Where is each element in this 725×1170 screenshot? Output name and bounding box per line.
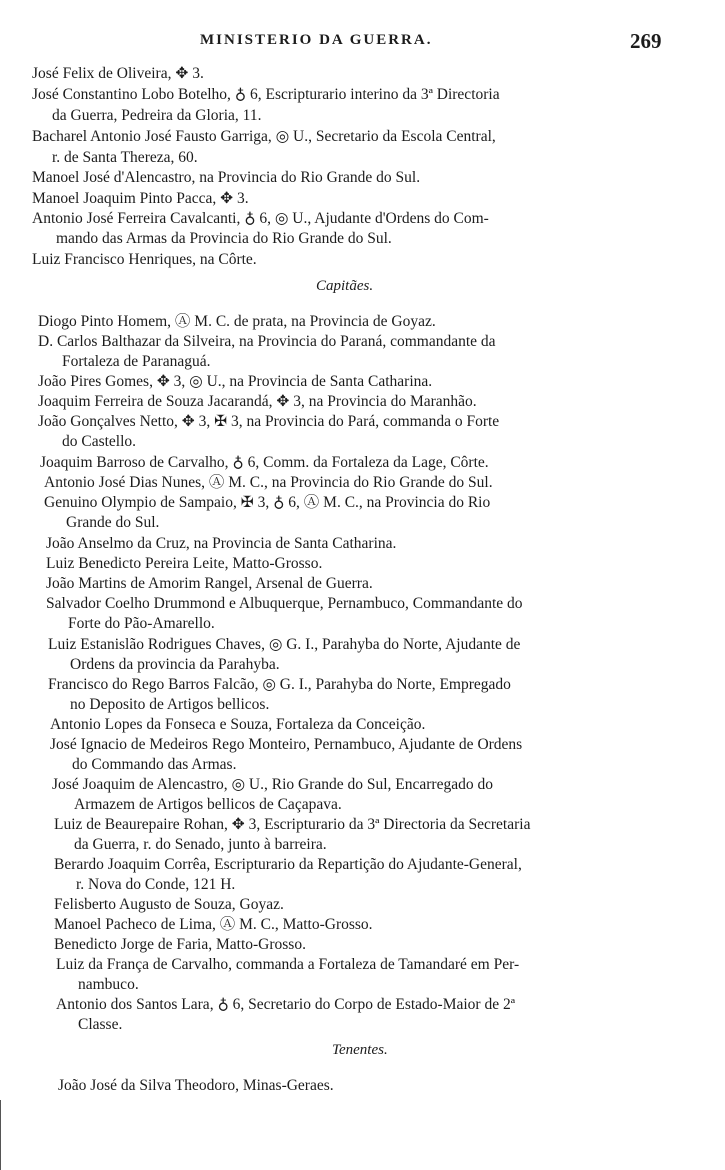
page-edge-mark — [0, 1100, 1, 1170]
entry-line: r. Nova do Conde, 121 H. — [76, 876, 236, 893]
entry-line: João Anselmo da Cruz, na Provincia de Santa Catharina. — [46, 535, 397, 552]
entry-line: Armazem de Artigos bellicos de Caçapava. — [74, 796, 342, 813]
entry-line: João Martins de Amorim Rangel, Arsenal de Guerra. — [46, 575, 373, 592]
entry-line: Berardo Joaquim Corrêa, Escripturario da Repartição do Ajudante-General, — [54, 856, 522, 873]
entry-line: nambuco. — [78, 976, 139, 993]
entry-line: Antonio Lopes da Fonseca e Souza, Fortaleza da Conceição. — [50, 716, 426, 733]
entry-line: José Constantino Lobo Botelho, ♁ 6, Escripturario interino da 3ª Directoria — [32, 86, 500, 103]
entry-line: Forte do Pão-Amarello. — [68, 615, 215, 632]
entry-line: João Pires Gomes, ✥ 3, ◎ U., na Provincia de Santa Catharina. — [38, 373, 433, 390]
entry-line: do Commando das Armas. — [72, 756, 237, 773]
entry-line: Joaquim Barroso de Carvalho, ♁ 6, Comm. da Fortaleza da Lage, Côrte. — [40, 454, 489, 471]
entry-line: D. Carlos Balthazar da Silveira, na Provincia do Paraná, commandante da — [38, 333, 496, 350]
entry-line: Luiz Estanislão Rodrigues Chaves, ◎ G. I., Parahyba do Norte, Ajudante de — [48, 636, 521, 653]
entry-line: Salvador Coelho Drummond e Albuquerque, Pernambuco, Commandante do — [46, 595, 523, 612]
entry-line: Felisberto Augusto de Souza, Goyaz. — [54, 896, 284, 913]
entry-line: Luiz da França de Carvalho, commanda a Fortaleza de Tamandaré em Per- — [56, 956, 520, 973]
entry-line: mando das Armas da Provincia do Rio Grande do Sul. — [56, 230, 392, 247]
entry-line: Manoel Pacheco de Lima, Ⓐ M. C., Matto-Grosso. — [54, 916, 373, 933]
section-heading-tenentes: Tenentes. — [332, 1042, 388, 1058]
entry-line: Diogo Pinto Homem, Ⓐ M. C. de prata, na Provincia de Goyaz. — [38, 313, 436, 330]
entry-line: Classe. — [78, 1016, 123, 1033]
entry-line: Luiz Benedicto Pereira Leite, Matto-Grosso. — [46, 555, 323, 572]
entry-line: José Felix de Oliveira, ✥ 3. — [32, 65, 204, 82]
entry-line: João Gonçalves Netto, ✥ 3, ✠ 3, na Provincia do Pará, commanda o Forte — [38, 413, 500, 430]
entry-line: Antonio José Ferreira Cavalcanti, ♁ 6, ◎ U., Ajudante d'Ordens do Com- — [32, 210, 489, 227]
entry-line: Luiz de Beaurepaire Rohan, ✥ 3, Escripturario da 3ª Directoria da Secretaria — [54, 816, 531, 833]
entry-line: José Ignacio de Medeiros Rego Monteiro, Pernambuco, Ajudante de Ordens — [50, 736, 523, 753]
entry-line: Joaquim Ferreira de Souza Jacarandá, ✥ 3, na Provincia do Maranhão. — [38, 393, 477, 410]
entry-line: Grande do Sul. — [66, 514, 160, 531]
entry-line: Manoel Joaquim Pinto Pacca, ✥ 3. — [32, 190, 249, 207]
page-header — [0, 29, 725, 56]
entry-line: Fortaleza de Paranaguá. — [62, 353, 211, 370]
entry-line: Ordens da provincia da Parahyba. — [70, 656, 280, 673]
page-number: 269 — [630, 29, 662, 53]
entry-line: Manoel José d'Alencastro, na Provincia do Rio Grande do Sul. — [32, 169, 421, 186]
entry-line: do Castello. — [62, 433, 137, 450]
entry-line: da Guerra, Pedreira da Gloria, 11. — [52, 107, 262, 124]
entry-line: no Deposito de Artigos bellicos. — [70, 696, 270, 713]
entry-line: João José da Silva Theodoro, Minas-Geraes. — [58, 1077, 334, 1094]
entry-line: Benedicto Jorge de Faria, Matto-Grosso. — [54, 936, 306, 953]
entry-line: Genuino Olympio de Sampaio, ✠ 3, ♁ 6, Ⓐ M. C., na Provincia do Rio — [44, 494, 491, 511]
entry-line: José Joaquim de Alencastro, ◎ U., Rio Grande do Sul, Encarregado do — [52, 776, 493, 793]
entry-line: da Guerra, r. do Senado, junto à barreira. — [74, 836, 327, 853]
entry-line: Antonio dos Santos Lara, ♁ 6, Secretario do Corpo de Estado-Maior de 2ª — [56, 996, 515, 1013]
entry-line: Bacharel Antonio José Fausto Garriga, ◎ U., Secretario da Escola Central, — [32, 128, 496, 145]
section-heading-capitaes: Capitães. — [316, 278, 374, 294]
entry-line: Luiz Francisco Henriques, na Côrte. — [32, 251, 257, 268]
running-title: MINISTERIO DA GUERRA. — [200, 32, 433, 48]
entry-line: r. de Santa Thereza, 60. — [52, 149, 198, 166]
entry-line: Francisco do Rego Barros Falcão, ◎ G. I., Parahyba do Norte, Empregado — [48, 676, 511, 693]
entry-line: Antonio José Dias Nunes, Ⓐ M. C., na Provincia do Rio Grande do Sul. — [44, 474, 493, 491]
